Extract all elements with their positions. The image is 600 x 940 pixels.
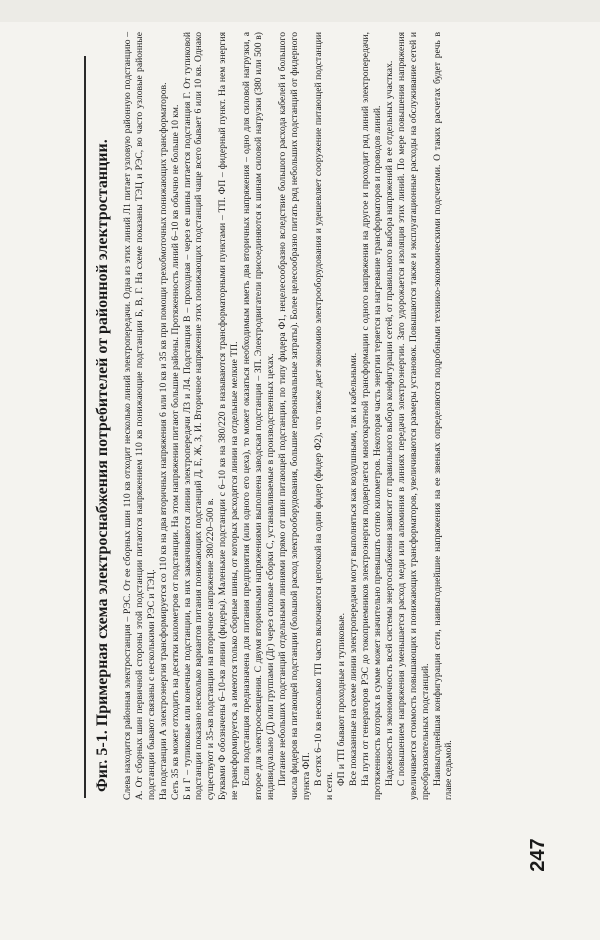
rotated-page-content [92, 28, 562, 800]
paragraph: Слева находится районная электростанция – РЭС. От ее сборных шин 110 кв отходит несколько линий электропередачи. Одна из этих линий Л1 питает узловую районную подстанцию – А. От сборных шин первичной стороны этой подстанции питаются напряжением 110 кв понижающие подстанции Б, В, Г. На схеме показаны ТЭЦ и РЭС, во часто узловые районные подстанции бывают связаны с несколькими РЭС и ТЭЦ. [122, 32, 157, 800]
scan-margin [0, 0, 600, 22]
header-rule [84, 56, 86, 798]
paragraph: Все показанные на схеме линии электропередачи могут выполняться как воздушными, так и кабельными. [348, 352, 360, 786]
paragraph: Надежность и экономичность всей системы энергоснабжения зависит от правильного выбора конфигурации сетей, от правильного выбора напряжений в ее отдельных участках. [383, 60, 395, 786]
paragraph: ФП и ТП бывают проходные и тупиковые. [336, 612, 348, 786]
paragraph: На подстанции А электроэнергия трансформируется со 110 кв на два вторичных напряжения 6 или 10 кв и 35 кв при помощи трехобмоточных понижающих трансформаторов. [157, 82, 169, 800]
paragraph: Сеть 35 кв может отходить на десятки километров от подстанции. На этом напряжении питают большие районы. Протяженность линий 6–10 кв обычно не больше 10 км. [169, 104, 181, 800]
paragraph: Питание небольших подстанций отдельными линиями прямо от шин питающей подстанции, по типу фидера Ф1, нецелесообразно вследствие большого расхода кабелей и большого числа фидеров на питающей подстанции (большой расход электрооборудования, большие первоначальные затраты). Более целесообразно питать ряд небольших подстанций от фидерного пункта ФП. [276, 32, 312, 800]
paragraph: Если подстанция предназначена для питания предприятия (или одного его цеха), то может оказаться необходимым иметь два вторичных напряжения – одно для силовой нагрузки, а второе для электроосвещения. С двумя вторичными напряжениями выполнена заводская подстанция – ЗП. Электродвигатели присоединяются к шинам силовой нагрузки (380 или 500 в) индивидуально (Д) или группами (Дг) через силовые сборки С, устанавливаемые в производственных цехах. [241, 32, 276, 800]
body-text [122, 28, 455, 800]
figure-caption: Фиг. 5-1. Примерная схема электроснабжения потребителей от районной электростанции. [94, 139, 111, 792]
paragraph: С повышением напряжения уменьшается расход меди или алюминия в линиях передачи электроэнергии. Зато удорожается изоляция этих линий. По мере повышения напряжения увеличивается стоимость повышающих и понижающих трансформаторов, увеличиваются размеры установок. Повышаются также и эксплуатационные расходы на обслуживание сетей и преобразовательных подстанций. [395, 32, 431, 800]
page-number: 247 [527, 838, 549, 872]
paragraph: В сетях 6–10 кв несколько ТП часто включаются цепочкой на один фидер (фидер Ф2), что также дает экономию электрооборудования и удешевляет сооружение питающей подстанции и сети. [312, 32, 336, 800]
paragraph: Наивыгоднейшая конфигурация сети, наивыгоднейшие напряжения на ее звеньях определяются подробными технико-экономическими подсчетами. О таких расчетах будет речь в главе седьмой. [431, 32, 455, 800]
paragraph: Буквами Ф обозначены 6–10-кв линии (фидеры). Маленькие подстанции с 6–10 кв на 380/220 в называются трансформаторными пунктами – ТП. ФП – фидерный пункт. На нем энергия не трансформируется, а имеются только сборные шины, от которых расходятся линии на отдельные мелкие ТП. [217, 32, 241, 800]
paragraph: На пути от генераторов РЭС до токоприемников электроэнергия подвергается многократной трансформации с одного напряжения на другое и проходит ряд линий электропередачи, протяженность которых в сумме может значительно превышать сотню километров. Некоторая часть энергии теряется на нагревание трансформаторов и проводов линий. [360, 32, 384, 800]
paragraph: Б и Г – тупиковые или конечные подстанции, на них заканчиваются линии электропередачи Л3 и Л4. Подстанция В – проходная – через ее шины питается подстанция Г. От тупиковой подстанции показано несколько вариантов питания понижающих подстанций Д, Е, Ж, З, И. Вторичное напряжение этих понижающих подстанций чаще всего бывает 6 или 10 кв. Однако существуют и 35-кв подстанции на вторичное напряжение 380/220–500 в. [181, 32, 217, 800]
